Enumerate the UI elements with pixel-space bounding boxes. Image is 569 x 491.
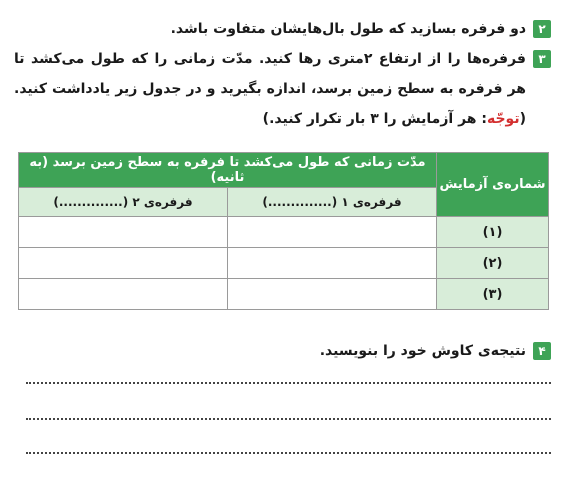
- step-2-text: دو فرفره بسازید که طول بال‌هایشان متفاوت باشد.: [170, 21, 526, 37]
- answer-line[interactable]: [26, 418, 551, 420]
- spinner-1-cell[interactable]: [228, 248, 437, 279]
- answer-line[interactable]: [26, 452, 551, 454]
- step-number-badge: ۲: [533, 20, 551, 38]
- note-label: توجّه: [486, 111, 520, 127]
- trial-number-header: شماره‌ی آزمایش: [437, 153, 549, 217]
- step-number-badge: ۴: [533, 342, 551, 360]
- step-4-text: نتیجه‌ی کاوش خود را بنویسید.: [319, 343, 526, 359]
- step-3-text: فرفره‌ها را از ارتفاع ۲متری رها کنید. مدّت زمانی را که طول می‌کشد تا هر فرفره به سطح زمین برسد، اندازه بگیرید و در جدول زیر یادداشت کنید. (: [14, 51, 526, 127]
- step-3: [14, 44, 551, 134]
- spinner-1-header: فرفره‌ی ۱ (..............): [228, 188, 437, 217]
- spinner-1-cell[interactable]: [228, 217, 437, 248]
- table-row: [19, 217, 549, 248]
- time-header: مدّت زمانی که طول می‌کشد تا فرفره به سطح زمین برسد (به ثانیه): [19, 153, 437, 188]
- step-number-badge: ۳: [533, 50, 551, 68]
- table-row: [19, 248, 549, 279]
- note-text: : هر آزمایش را ۳ بار تکرار کنید.): [262, 111, 487, 127]
- step-3-paragraph: [14, 44, 526, 134]
- step-4: [14, 336, 551, 366]
- trial-label: (۲): [437, 248, 549, 279]
- step-2: [14, 14, 551, 44]
- spinner-2-cell[interactable]: [19, 248, 228, 279]
- spinner-2-cell[interactable]: [19, 279, 228, 310]
- table-row: [19, 279, 549, 310]
- spinner-2-cell[interactable]: [19, 217, 228, 248]
- spinner-2-header: فرفره‌ی ۲ (..............): [19, 188, 228, 217]
- trial-label: (۳): [437, 279, 549, 310]
- answer-line[interactable]: [26, 382, 551, 384]
- trial-label: (۱): [437, 217, 549, 248]
- measurement-table: [18, 152, 549, 310]
- spinner-1-cell[interactable]: [228, 279, 437, 310]
